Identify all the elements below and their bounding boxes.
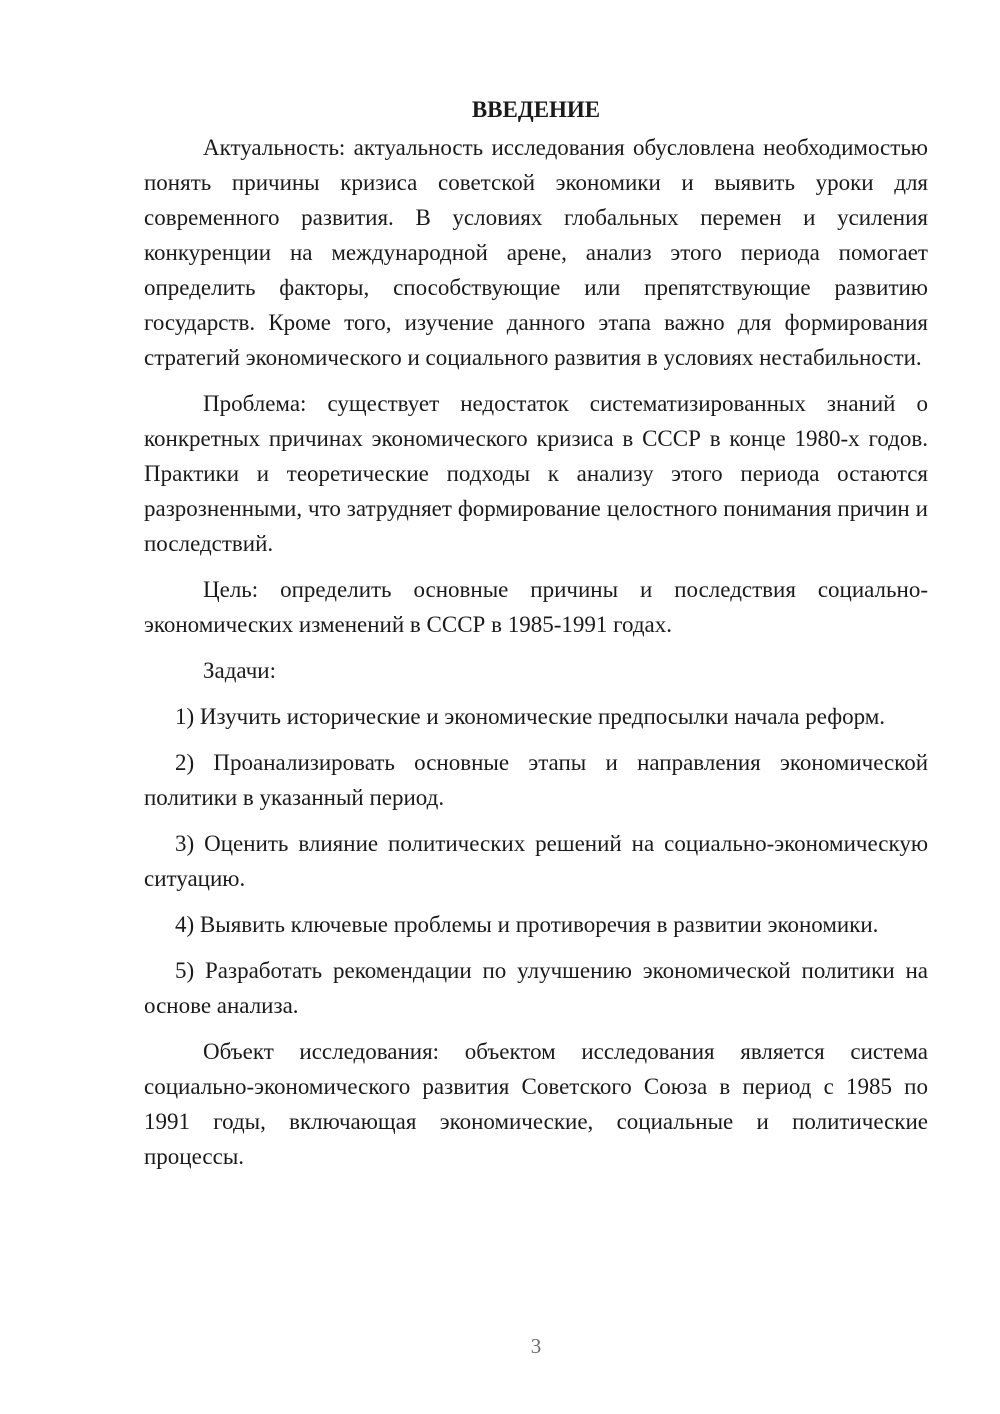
paragraph-problem: Проблема: существует недостаток систематизированных знаний о конкретных причинах экономического кризиса в СССР в конце 1980-х годов. Практики и теоретические подходы к анализу этого периода остаются разрозненными, что затрудняет формирование целостного понимания причин и последствий. bbox=[144, 391, 928, 556]
task-item-2: 2) Проанализировать основные этапы и направления экономической политики в указанный период. bbox=[144, 750, 928, 810]
paragraph-goal: Цель: определить основные причины и последствия социально-экономических изменений в СССР в 1985-1991 годах. bbox=[144, 577, 928, 637]
page-number: 3 bbox=[530, 1334, 542, 1358]
task-item-3: 3) Оценить влияние политических решений на социально-экономическую ситуацию. bbox=[144, 831, 928, 891]
tasks-label: Задачи: bbox=[203, 658, 276, 683]
section-heading: ВВЕДЕНИЕ bbox=[471, 97, 601, 122]
task-item-4: 4) Выявить ключевые проблемы и противоречия в развитии экономики. bbox=[175, 912, 879, 937]
task-item-5: 5) Разработать рекомендации по улучшению экономической политики на основе анализа. bbox=[144, 958, 928, 1018]
paragraph-relevance: Актуальность: актуальность исследования обусловлена необходимостью понять причины кризиса советской экономики и выявить уроки для современного развития. В условиях глобальных перемен и усиления конкуренции на международной арене, анализ этого периода помогает определить факторы, способствующие или препятствующие развитию государств. Кроме того, изучение данного этапа важно для формирования стратегий экономического и социального развития в условиях нестабильности. bbox=[144, 135, 928, 370]
task-item-1: 1) Изучить исторические и экономические предпосылки начала реформ. bbox=[175, 704, 886, 729]
page-content bbox=[144, 94, 928, 1185]
paragraph-object: Объект исследования: объектом исследования является система социально-экономического развития Советского Союза в период с 1985 по 1991 годы, включающая экономические, социальные и политические процессы. bbox=[144, 1039, 928, 1169]
